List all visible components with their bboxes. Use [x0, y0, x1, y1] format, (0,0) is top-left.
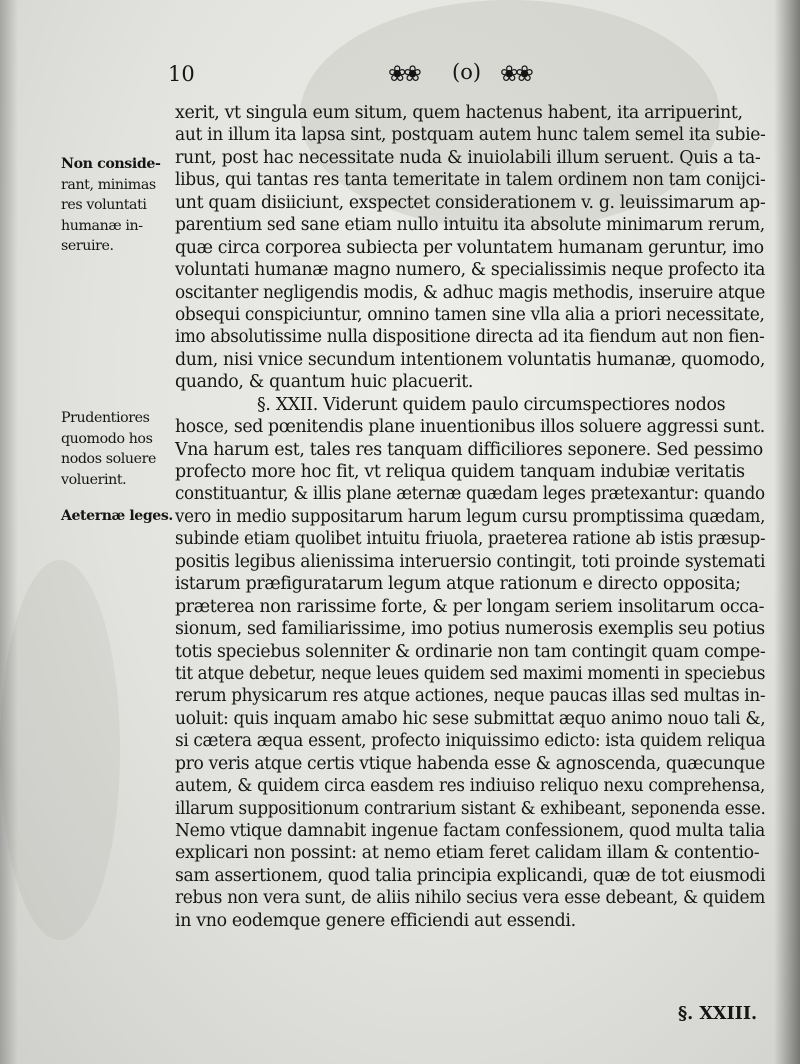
text-line: libus, qui tantas res tanta temeritate in talem ordinem non tam conijci- [175, 170, 766, 191]
catchword: §. XXIII. [678, 1004, 758, 1024]
text-line: rerum physicarum res atque actiones, neque paucas illas sed multas in- [175, 686, 766, 707]
paper-stain [0, 560, 120, 940]
page-gutter-shadow [774, 0, 800, 1064]
text-line: rebus non vera sunt, de aliis nihilo secius vera esse debeant, & quidem [175, 888, 766, 909]
text-line: imo absolutissime nulla dispositione directa ad ita fiendum aut non fien- [175, 327, 765, 348]
text-line: unt quam disiiciunt, exspectet considerationem v. g. leuissimarum ap- [175, 192, 766, 213]
margin-note-line: quomodo hos [61, 430, 153, 447]
margin-note-line: seruire. [61, 238, 114, 254]
text-line: oscitanter negligendis modis, & adhuc magis methodis, inseruire atque [175, 282, 765, 303]
text-line: illarum suppositionum contrarium sistant & exhibeant, seponenda esse. [175, 798, 766, 819]
header-ornament-right: ❀❀ [500, 62, 531, 87]
body-text [175, 102, 765, 932]
margin-note-line: humanæ in- [61, 217, 143, 234]
margin-note-3 [61, 506, 173, 527]
text-line: subinde etiam quolibet intuitu friuola, praeterea ratione ab istis præsup- [175, 529, 766, 550]
header-center-mark: (o) [452, 60, 482, 84]
text-line: si cætera æqua essent, profecto iniquissimo edicto: ista quidem reliqua [175, 731, 766, 752]
running-header [0, 58, 800, 94]
text-line: dum, nisi vnice secundum intentionem voluntatis humanæ, quomodo, [175, 349, 766, 370]
text-line: sionum, sed familiarissime, imo potius numerosis exemplis seu potius [175, 619, 765, 640]
text-line: hosce, sed pœnitendis plane inuentionibus illos soluere aggressi sunt. [175, 417, 765, 438]
text-line: uoluit: quis inquam amabo hic sese submittat æquo animo nouo tali &, [175, 708, 766, 729]
text-line: profecto more hoc fit, vt reliqua quidem tanquam indubiæ veritatis [175, 462, 745, 482]
text-line: sam assertionem, quod talia principia explicandi, quæ de tot eiusmodi [175, 865, 766, 886]
text-line: Vna harum est, tales res tanquam difficiliores seponere. Sed pessimo [175, 439, 763, 460]
text-line: runt, post hac necessitate nuda & inuiolabili illum seruent. Quis a ta- [175, 147, 761, 168]
margin-note-1 [61, 154, 173, 257]
text-line: xerit, vt singula eum situm, quem hactenus habent, ita arripuerint, [175, 103, 743, 123]
margin-note-line: nodos soluere [61, 451, 156, 467]
text-line: vero in medio suppositarum harum legum cursu promptissima quædam, [175, 506, 766, 527]
text-line: explicari non possint: at nemo etiam feret calidam illam & contentio- [175, 843, 760, 864]
margin-note-line: Non conside- [61, 156, 161, 172]
text-line: autem, & quidem circa easdem res indiuiso reliquo nexu comprehensa, [175, 776, 766, 797]
margin-note-line: Prudentiores [61, 410, 150, 426]
text-line: obsequi conspiciuntur, omnino tamen sine vlla alia a priori necessitate, [175, 304, 765, 325]
margin-note-line: voluerint. [61, 471, 127, 488]
text-line: quæ circa corporea subiecta per voluntatem humanam geruntur, imo [175, 237, 764, 258]
text-line: voluntati humanæ magno numero, & specialissimis neque profecto ita [175, 260, 765, 281]
text-line: pro veris atque certis vtique habenda esse & agnoscenda, quæcunque [175, 753, 765, 774]
margin-note-line: rant, minimas [61, 176, 156, 193]
section-heading-line: §. XXII. Viderunt quidem paulo circumspectiores nodos [257, 394, 726, 415]
text-line: quando, & quantum huic placuerit. [175, 372, 474, 393]
margin-note-2 [61, 408, 173, 490]
text-line: aut in illum ita lapsa sint, postquam autem hunc talem semel ita subie- [175, 125, 766, 146]
text-line: præterea non rarissime forte, & per longam seriem insolitarum occa- [175, 596, 765, 617]
text-line: positis legibus alienissima interuersio contingit, toti proinde systemati [175, 551, 766, 572]
text-line: tit atque debetur, neque leues quidem sed maximi momenti in speciebus [175, 663, 766, 684]
text-line: in vno eodemque genere efficiendi aut essendi. [175, 910, 576, 931]
page-number: 10 [168, 62, 195, 86]
margin-note-line: res voluntati [61, 197, 147, 213]
text-line: totis speciebus solenniter & ordinarie non tam contingit quam compe- [175, 641, 766, 662]
text-line: Nemo vtique damnabit ingenue factam confessionem, quod multa talia [175, 821, 765, 841]
text-line: istarum præfiguratarum legum atque rationum e directo opposita; [175, 574, 741, 595]
header-ornament-left: ❀❀ [388, 62, 419, 87]
text-line: constituantur, & illis plane æternæ quædam leges prætexantur: quando [175, 484, 765, 505]
page-edge-shadow [0, 0, 18, 1064]
margin-note-line: Aeternæ leges. [61, 508, 173, 524]
text-line: parentium sed sane etiam nullo intuitu ita absolute minimarum rerum, [175, 215, 765, 236]
